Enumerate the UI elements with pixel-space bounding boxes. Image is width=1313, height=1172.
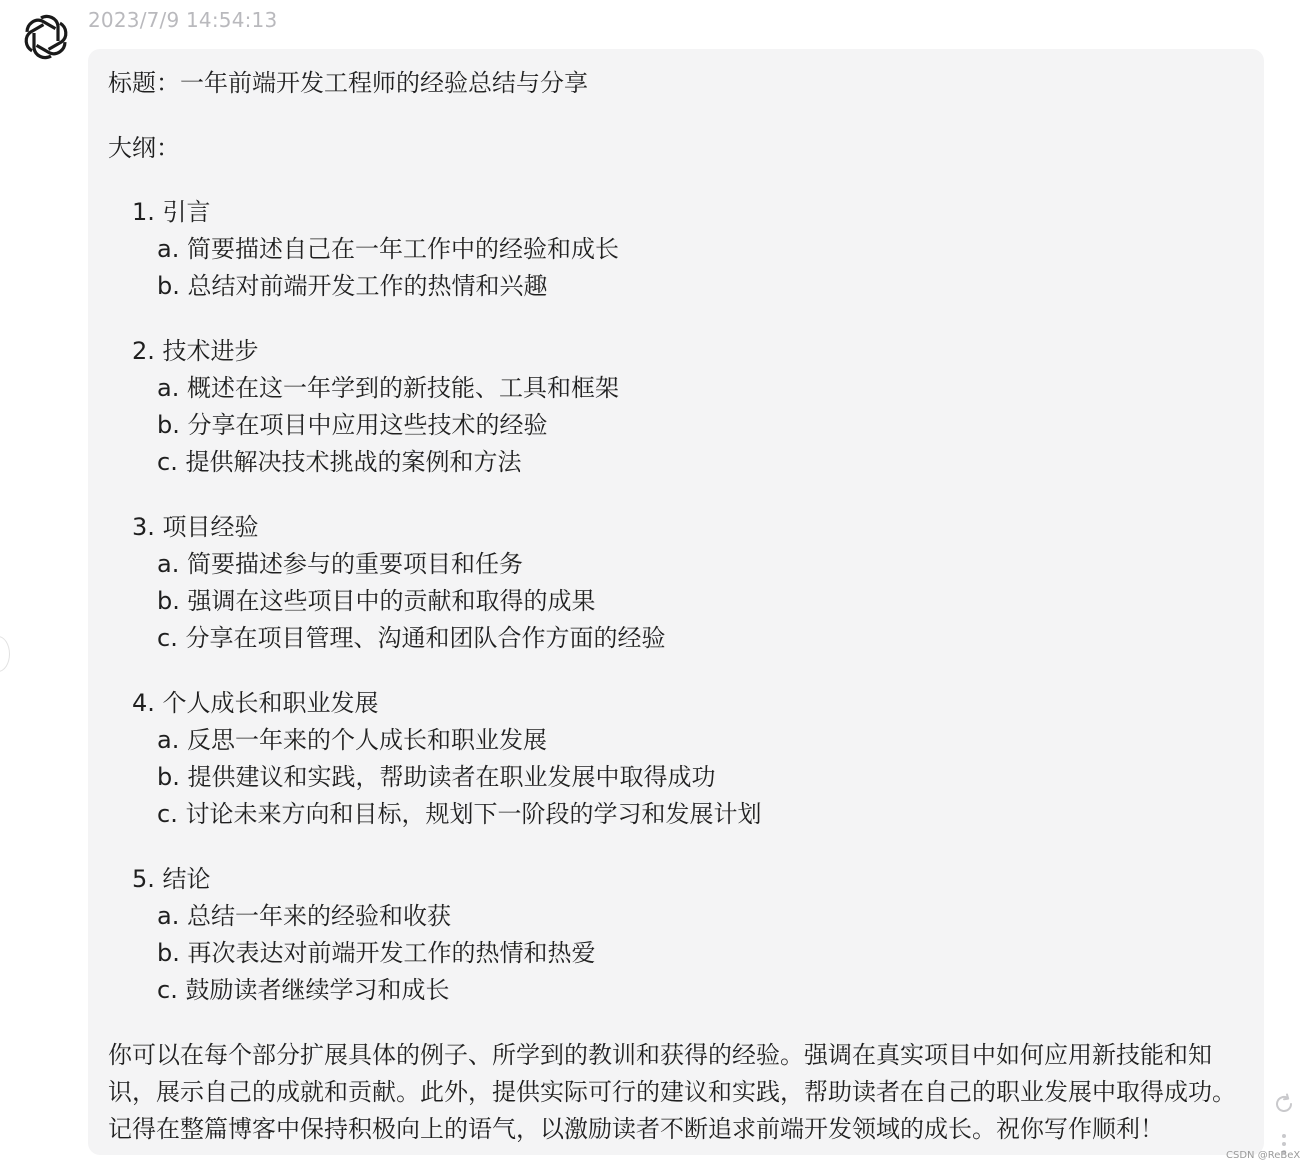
outline-list (108, 194, 1244, 1009)
section-item: c. 分享在项目管理、沟通和团队合作方面的经验 (157, 624, 666, 652)
refresh-icon[interactable] (1272, 1092, 1296, 1116)
outline-label: 大纲： (108, 134, 180, 162)
section-item: b. 提供建议和实践，帮助读者在职业发展中取得成功 (157, 763, 716, 791)
outline-section (108, 333, 1244, 481)
section-item: a. 简要描述参与的重要项目和任务 (157, 550, 523, 578)
section-item: b. 再次表达对前端开发工作的热情和热爱 (157, 939, 596, 967)
section-heading: 4. 个人成长和职业发展 (132, 689, 379, 717)
openai-logo-icon (20, 11, 72, 63)
section-heading: 5. 结论 (132, 865, 211, 893)
assistant-message-bubble (88, 49, 1264, 1155)
section-item: a. 简要描述自己在一年工作中的经验和成长 (157, 235, 619, 263)
section-item: b. 总结对前端开发工作的热情和兴趣 (157, 272, 548, 300)
outline-section (108, 509, 1244, 657)
section-item: c. 讨论未来方向和目标，规划下一阶段的学习和发展计划 (157, 800, 762, 828)
section-item: a. 概述在这一年学到的新技能、工具和框架 (157, 374, 619, 402)
side-collapse-handle[interactable] (0, 636, 10, 672)
csdn-watermark: CSDN @ReBeX (1226, 1150, 1301, 1161)
outline-section (108, 861, 1244, 1009)
blog-title-line: 标题：一年前端开发工程师的经验总结与分享 (108, 69, 588, 97)
section-item: a. 总结一年来的经验和收获 (157, 902, 451, 930)
section-item: a. 反思一年来的个人成长和职业发展 (157, 726, 547, 754)
closing-paragraph: 你可以在每个部分扩展具体的例子、所学到的教训和获得的经验。强调在真实项目中如何应用新技能和知识，展示自己的成就和贡献。此外，提供实际可行的建议和实践，帮助读者在自己的职业发展中取得成功。记得在整篇博客中保持积极向上的语气，以激励读者不断追求前端开发领域的成长。祝你写作顺利！ (108, 1041, 1236, 1143)
section-item: c. 鼓励读者继续学习和成长 (157, 976, 450, 1004)
outline-section (108, 685, 1244, 833)
section-item: b. 强调在这些项目中的贡献和取得的成果 (157, 587, 596, 615)
section-heading: 2. 技术进步 (132, 337, 259, 365)
section-heading: 1. 引言 (132, 198, 211, 226)
section-item: c. 提供解决技术挑战的案例和方法 (157, 448, 522, 476)
section-item: b. 分享在项目中应用这些技术的经验 (157, 411, 548, 439)
outline-section (108, 194, 1244, 305)
message-timestamp: 2023/7/9 14:54:13 (88, 8, 278, 32)
section-heading: 3. 项目经验 (132, 513, 259, 541)
